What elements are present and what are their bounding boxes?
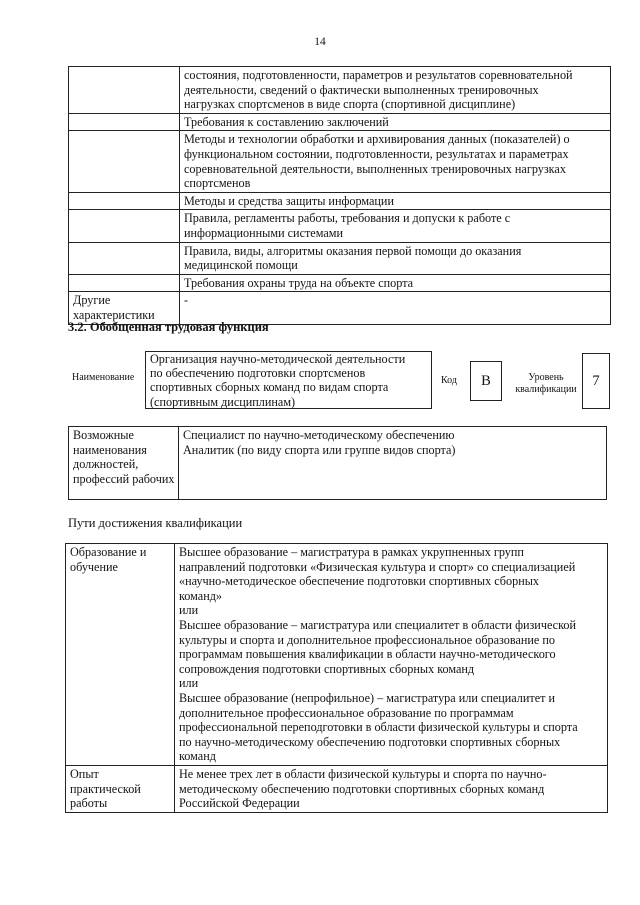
row-text — [180, 113, 611, 131]
level-value-box: 7 — [582, 353, 610, 409]
row-line: Правила, виды, алгоритмы оказания первой помощи до оказания — [184, 243, 522, 258]
experience-cell — [175, 765, 608, 812]
row-text — [180, 67, 611, 114]
knowledge-row — [69, 242, 611, 274]
row-line: медицинской помощи — [184, 258, 298, 273]
row-line: - — [184, 293, 189, 308]
row-label — [69, 131, 180, 192]
row-label — [69, 113, 180, 131]
function-name-line: Организация научно-методической деятельности — [150, 352, 406, 366]
qualification-table — [65, 543, 608, 813]
position-item: Аналитик (по виду спорта или группе видов спорта) — [183, 442, 456, 457]
education-cell — [175, 544, 608, 766]
row-line: Правила, регламенты работы, требования и допуски к работе с — [184, 211, 511, 226]
row-line: Требования охраны труда на объекте спорта — [184, 275, 414, 290]
row-label — [69, 192, 180, 210]
positions-table — [68, 426, 607, 500]
text-line: команд» — [179, 588, 223, 603]
text-line: или — [179, 603, 199, 618]
text-line: или — [179, 676, 199, 691]
text-line: «научно-методическое обеспечение подготовки спортивных сборных — [179, 574, 539, 589]
text-line: дополнительное профессиональное образование по программам — [179, 705, 514, 720]
text-line: Российской Федерации — [179, 796, 300, 811]
level-label — [512, 372, 580, 396]
knowledge-row — [69, 113, 611, 131]
row-line: Требования к составлению заключений — [184, 114, 389, 129]
knowledge-row — [69, 67, 611, 114]
education-label: Образование и обучение — [66, 544, 175, 766]
code-label: Код — [441, 375, 457, 386]
function-name-box — [145, 351, 432, 409]
row-label — [69, 242, 180, 274]
row-text — [180, 192, 611, 210]
text-line: направлений подготовки «Физическая культура и спорт» со специализацией — [179, 559, 576, 574]
knowledge-row — [69, 192, 611, 210]
name-label: Наименование — [72, 372, 135, 383]
knowledge-row — [69, 274, 611, 292]
knowledge-row — [69, 131, 611, 192]
function-name-line: (спортивным дисциплинам) — [150, 394, 296, 409]
experience-label: Опыт практической работы — [66, 765, 175, 812]
qualification-heading: Пути достижения квалификации — [68, 516, 243, 530]
code-value-box: B — [470, 361, 502, 401]
text-line: по научно-методическому обеспечению подготовки спортивных сборных — [179, 734, 561, 749]
row-line: состояния, подготовленности, параметров и результатов соревновательной — [184, 68, 573, 82]
text-line: сопровождения подготовки спортивных сборных команд — [179, 661, 475, 676]
text-line: Высшее образование (непрофильное) – магистратура или специалитет и — [179, 690, 556, 705]
positions-label: Возможные наименования должностей, профессий рабочих — [69, 427, 179, 500]
text-line: культуры и спорта и дополнительное профессиональное образование по — [179, 632, 555, 647]
row-line: функциональном состоянии, подготовленности, результатах и параметрах — [184, 146, 569, 161]
knowledge-row — [69, 210, 611, 242]
row-line: Методы и средства защиты информации — [184, 193, 394, 208]
text-line: команд — [179, 749, 216, 764]
text-line: Не менее трех лет в области физической культуры и спорта по научно- — [179, 766, 547, 781]
row-line: соревновательной деятельности, выполненных тренировочных нагрузках — [184, 161, 566, 176]
function-name-line: спортивных сборных команд по видам спорта — [150, 380, 389, 395]
row-text — [180, 131, 611, 192]
row-label — [69, 210, 180, 242]
position-item: Специалист по научно-методическому обеспечению — [183, 428, 455, 442]
knowledge-table — [68, 66, 611, 325]
level-label-line: квалификации — [515, 384, 577, 395]
row-line: деятельности, сведений о фактически выполненных тренировочных — [184, 82, 539, 97]
text-line: методическому обеспечению подготовки спортивных сборных команд — [179, 781, 545, 796]
function-name-line: по обеспечению подготовки спортсменов — [150, 366, 366, 381]
section-heading: 3.2. Обобщенная трудовая функция — [68, 320, 269, 334]
row-line: информационными системами — [184, 225, 343, 240]
row-text — [180, 242, 611, 274]
text-line: Высшее образование – магистратура или специалитет в области физической — [179, 617, 576, 632]
row-text — [180, 210, 611, 242]
row-label — [69, 67, 180, 114]
row-label — [69, 274, 180, 292]
row-line: спортсменов — [184, 176, 251, 191]
row-line: нагрузках спортсменов в виде спорта (спортивной дисциплине) — [184, 97, 516, 112]
row-label: Другие характеристики — [69, 292, 180, 325]
page-number: 14 — [314, 36, 326, 48]
text-line: Высшее образование – магистратура в рамках укрупненных групп — [179, 545, 524, 559]
positions-cell — [179, 427, 607, 500]
level-label-line: Уровень — [528, 372, 564, 383]
row-text — [180, 274, 611, 292]
text-line: программам повышения квалификации в области научно-методического — [179, 647, 556, 662]
text-line: профессиональной переподготовки в области физической культуры и спорта — [179, 720, 578, 735]
row-line: Методы и технологии обработки и архивирования данных (показателей) о — [184, 132, 570, 147]
